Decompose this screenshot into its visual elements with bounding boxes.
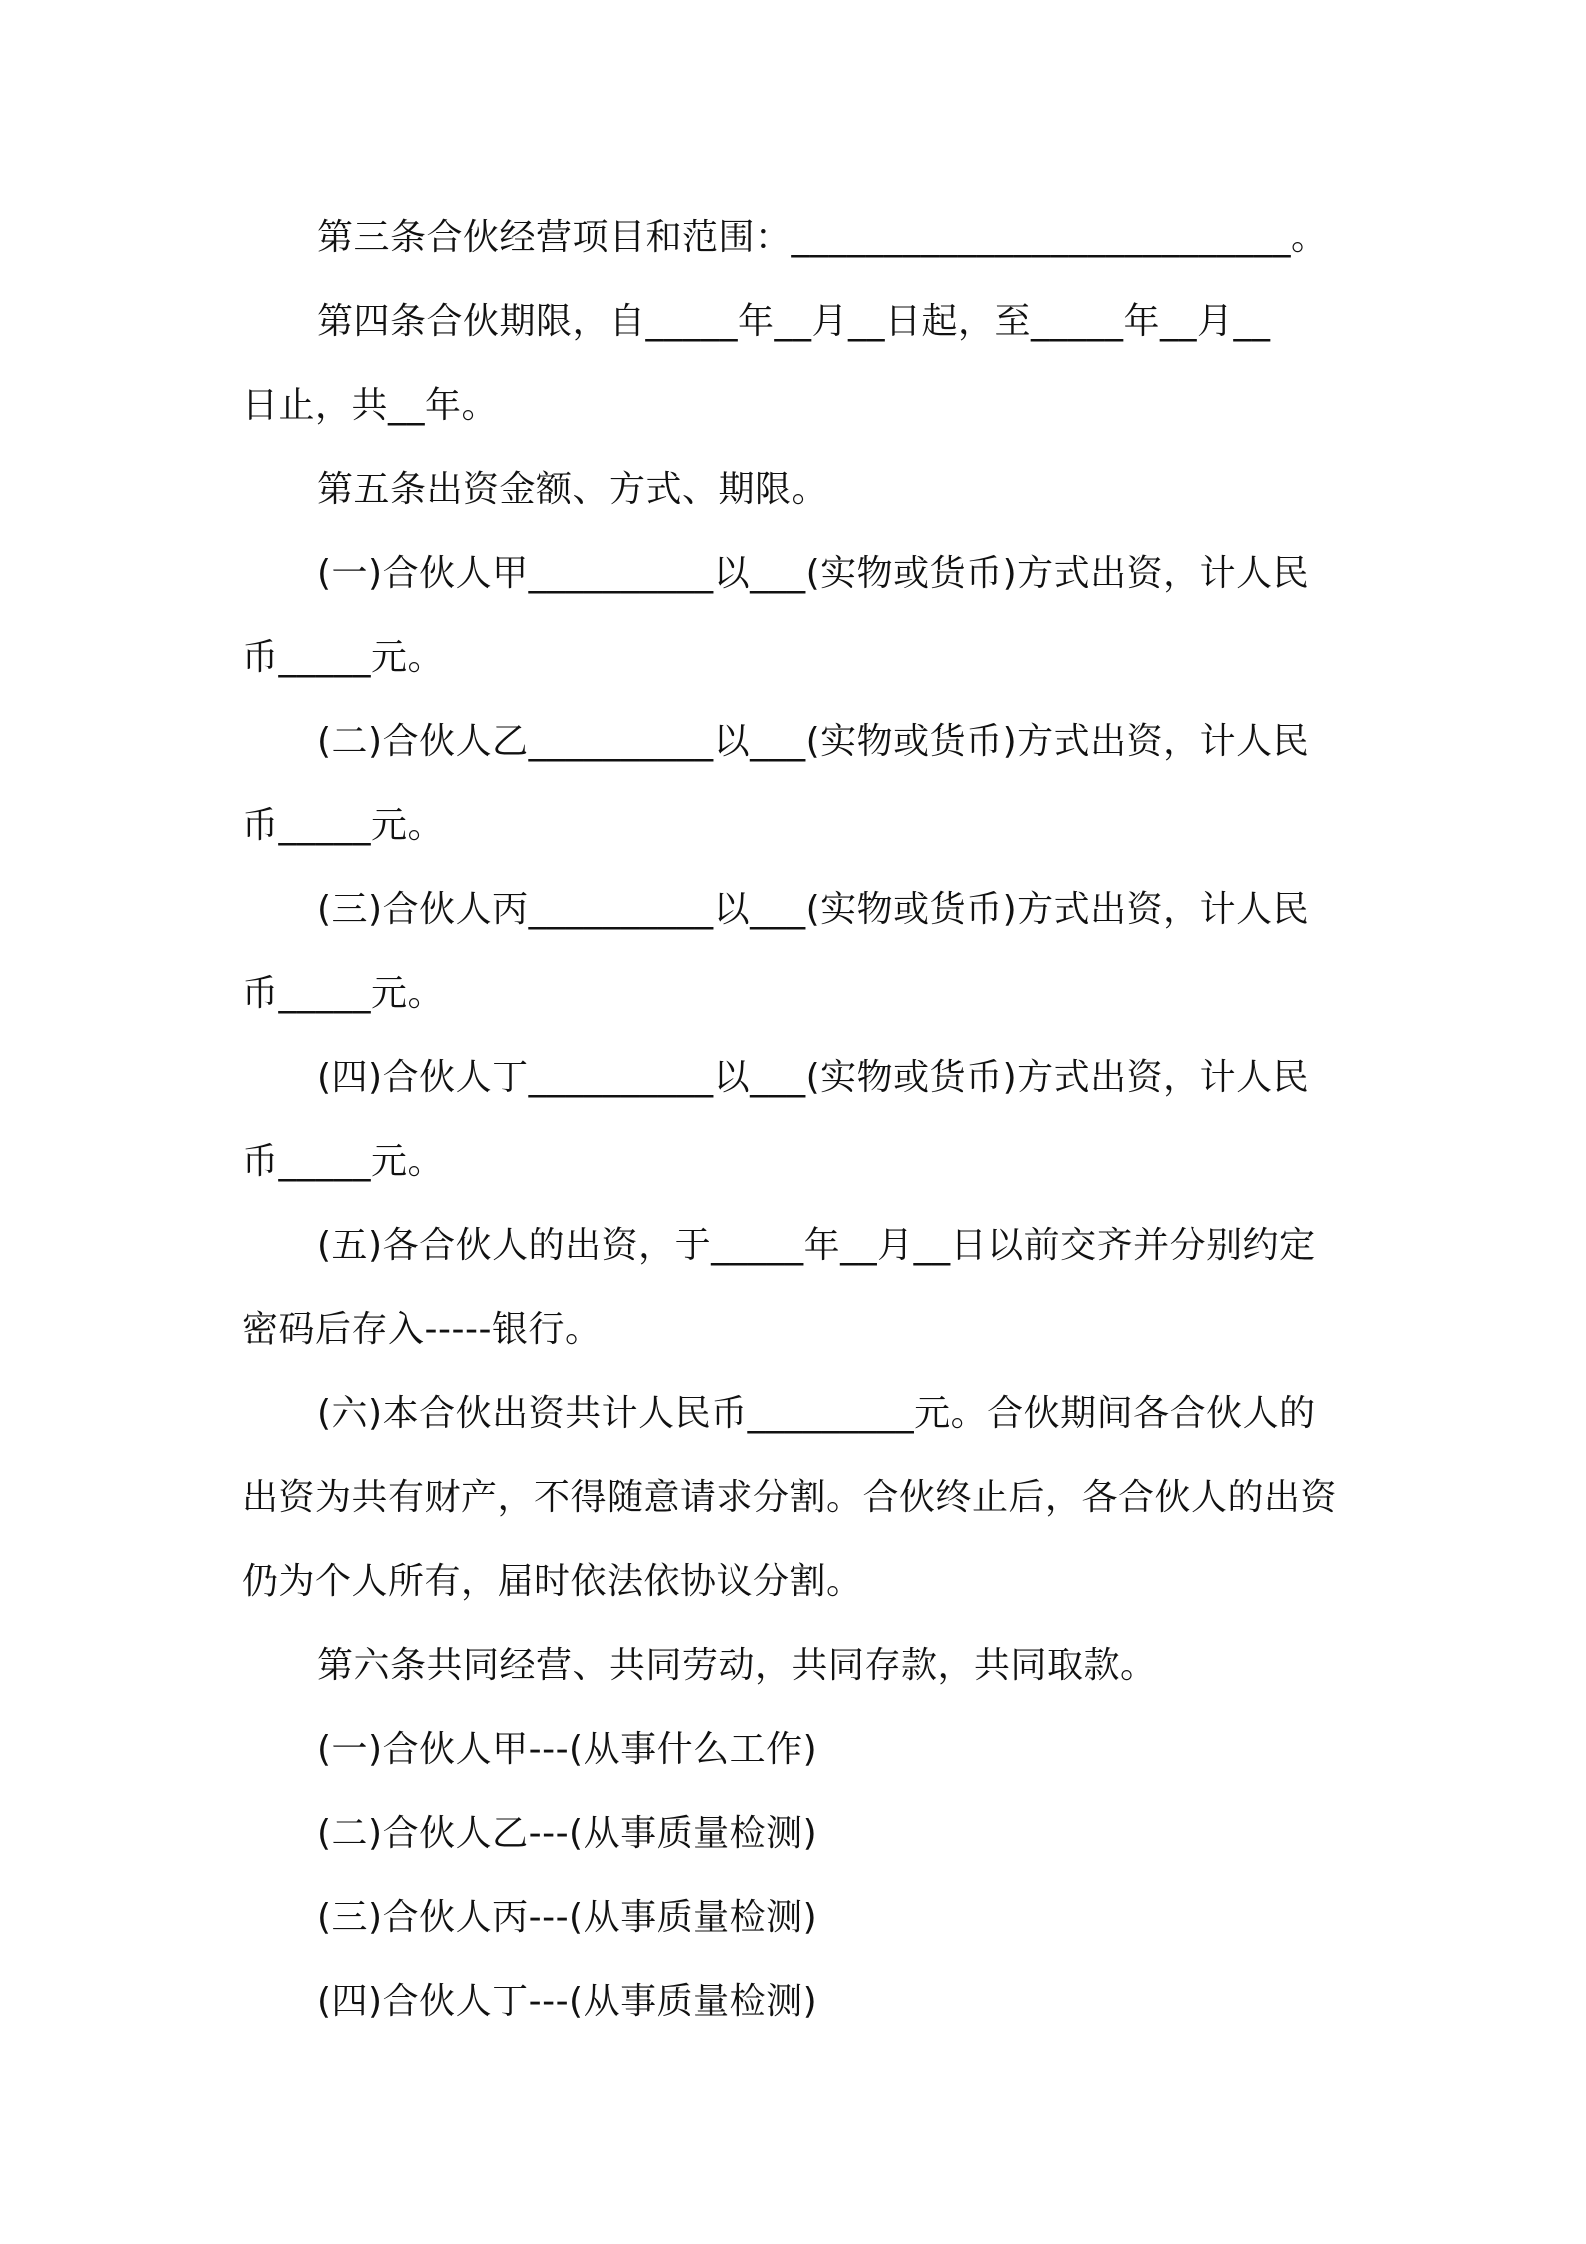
article-6-item-4: (四)合伙人丁---(从事质量检测)	[317, 1981, 818, 2022]
article-5-heading: 第五条出资金额、方式、期限。	[317, 469, 829, 510]
article-6-item-2: (二)合伙人乙---(从事质量检测)	[317, 1813, 818, 1854]
article-4-term-cont: 日止，共__年。	[242, 385, 499, 426]
article-5-item-6-cont-2: 仍为个人所有，届时依法依协议分割。	[242, 1561, 863, 1602]
article-5-item-6: (六)本合伙出资共计人民币_________元。合伙期间各合伙人的	[317, 1393, 1316, 1434]
article-5-item-1: (一)合伙人甲__________以___(实物或货币)方式出资，计人民	[317, 553, 1310, 594]
article-6-heading: 第六条共同经营、共同劳动，共同存款，共同取款。	[317, 1645, 1157, 1686]
article-5-item-3: (三)合伙人丙__________以___(实物或货币)方式出资，计人民	[317, 889, 1310, 930]
article-3-scope: 第三条合伙经营项目和范围：___________________________。	[317, 217, 1328, 258]
article-5-item-4-cont: 币_____元。	[242, 1141, 445, 1182]
article-5-item-5-cont: 密码后存入-----银行。	[242, 1309, 602, 1350]
article-5-item-2: (二)合伙人乙__________以___(实物或货币)方式出资，计人民	[317, 721, 1310, 762]
document-body	[242, 196, 1362, 2044]
article-5-item-5: (五)各合伙人的出资，于_____年__月__日以前交齐并分别约定	[317, 1225, 1316, 1266]
article-5-item-3-cont: 币_____元。	[242, 973, 445, 1014]
article-5-item-6-cont-1: 出资为共有财产，不得随意请求分割。合伙终止后，各合伙人的出资	[242, 1477, 1338, 1518]
article-5-item-4: (四)合伙人丁__________以___(实物或货币)方式出资，计人民	[317, 1057, 1310, 1098]
article-6-item-3: (三)合伙人丙---(从事质量检测)	[317, 1897, 818, 1938]
article-5-item-1-cont: 币_____元。	[242, 637, 445, 678]
article-4-term: 第四条合伙期限，自_____年__月__日起，至_____年__月__	[317, 301, 1271, 342]
article-5-item-2-cont: 币_____元。	[242, 805, 445, 846]
article-6-item-1: (一)合伙人甲---(从事什么工作)	[317, 1729, 818, 1770]
